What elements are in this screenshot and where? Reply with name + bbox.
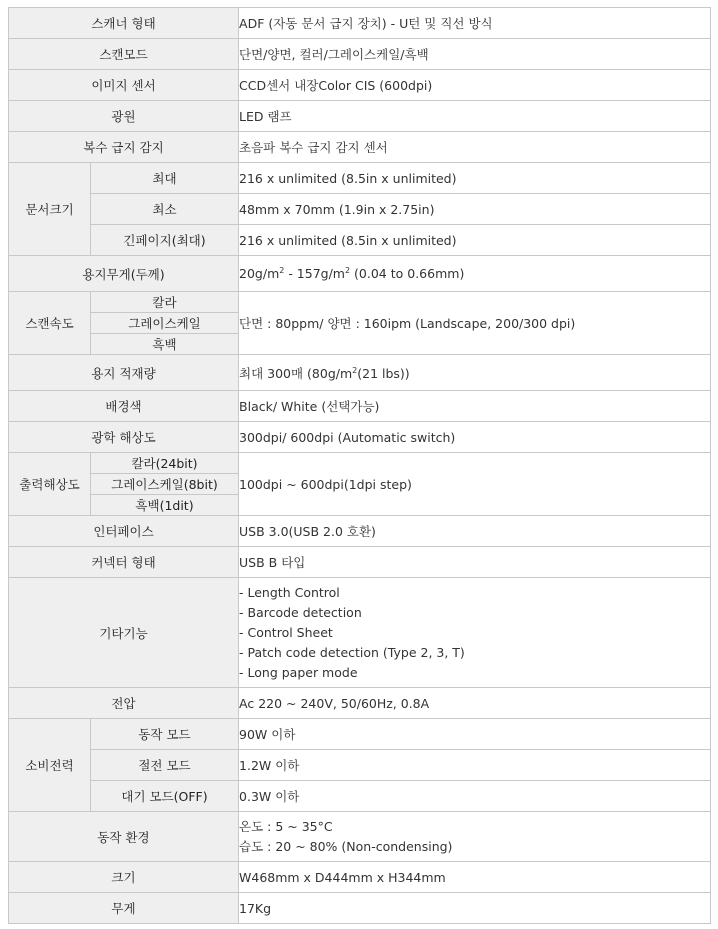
spec-label: 커넥터 형태 <box>9 547 239 578</box>
spec-value <box>239 256 711 292</box>
spec-value: 216 x unlimited (8.5in x unlimited) <box>239 225 711 256</box>
spec-label: 스캐너 형태 <box>9 8 239 39</box>
spec-sublabel: 그레이스케일(8bit) <box>91 474 239 495</box>
spec-value: 90W 이하 <box>239 719 711 750</box>
spec-value: 초음파 복수 급지 감지 센서 <box>239 132 711 163</box>
spec-label: 용지 적재량 <box>9 355 239 391</box>
spec-value: 1.2W 이하 <box>239 750 711 781</box>
spec-label: 용지무게(두께) <box>9 256 239 292</box>
table-row <box>9 893 711 924</box>
feature-item: - Patch code detection (Type 2, 3, T) <box>239 644 465 660</box>
spec-value: LED 램프 <box>239 101 711 132</box>
table-row <box>9 132 711 163</box>
table-row <box>9 225 711 256</box>
feature-item: - Control Sheet <box>239 624 333 640</box>
spec-value: 0.3W 이하 <box>239 781 711 812</box>
spec-value: ADF (자동 문서 급지 장치) - U턴 및 직선 방식 <box>239 8 711 39</box>
spec-sublabel: 절전 모드 <box>91 750 239 781</box>
spec-sublabel: 칼라 <box>91 292 239 313</box>
spec-value: 단면/양면, 컬러/그레이스케일/흑백 <box>239 39 711 70</box>
table-row <box>9 391 711 422</box>
spec-label: 스캔모드 <box>9 39 239 70</box>
spec-group-label: 출력해상도 <box>9 453 91 516</box>
environment-temperature: 온도 : 5 ~ 35°C <box>239 818 333 834</box>
table-row <box>9 516 711 547</box>
spec-sublabel: 최대 <box>91 163 239 194</box>
environment-humidity: 습도 : 20 ~ 80% (Non-condensing) <box>239 838 453 854</box>
table-row <box>9 101 711 132</box>
table-row <box>9 781 711 812</box>
table-row <box>9 70 711 101</box>
spec-value: CCD센서 내장Color CIS (600dpi) <box>239 70 711 101</box>
value-part: (21 lbs)) <box>357 365 410 381</box>
table-row <box>9 862 711 893</box>
spec-label: 광학 해상도 <box>9 422 239 453</box>
spec-value: 300dpi/ 600dpi (Automatic switch) <box>239 422 711 453</box>
spec-label: 인터페이스 <box>9 516 239 547</box>
spec-value: W468mm x D444mm x H344mm <box>239 862 711 893</box>
spec-value: 216 x unlimited (8.5in x unlimited) <box>239 163 711 194</box>
table-row <box>9 422 711 453</box>
value-part: 최대 300매 (80g/m <box>239 365 353 381</box>
feature-item: - Barcode detection <box>239 604 362 620</box>
spec-value: USB B 타입 <box>239 547 711 578</box>
spec-group-label: 스캔속도 <box>9 292 91 355</box>
spec-sublabel: 동작 모드 <box>91 719 239 750</box>
table-row <box>9 812 711 862</box>
spec-label: 크기 <box>9 862 239 893</box>
spec-label: 동작 환경 <box>9 812 239 862</box>
value-part: 20g/m <box>239 266 280 281</box>
value-part: (0.04 to 0.66mm) <box>350 266 465 281</box>
spec-label: 이미지 센서 <box>9 70 239 101</box>
spec-label: 기타기능 <box>9 578 239 688</box>
spec-sublabel: 대기 모드(OFF) <box>91 781 239 812</box>
table-row <box>9 8 711 39</box>
table-row <box>9 719 711 750</box>
spec-value: USB 3.0(USB 2.0 호환) <box>239 516 711 547</box>
table-row <box>9 292 711 313</box>
table-row <box>9 39 711 70</box>
superscript: 2 <box>344 265 351 275</box>
superscript: 2 <box>279 265 285 275</box>
table-row <box>9 547 711 578</box>
table-row <box>9 355 711 391</box>
spec-label: 광원 <box>9 101 239 132</box>
spec-value: 단면 : 80ppm/ 양면 : 160ipm (Landscape, 200/300 dpi) <box>239 292 711 355</box>
table-row <box>9 256 711 292</box>
spec-sublabel: 긴페이지(최대) <box>91 225 239 256</box>
value-part: - 157g/m <box>284 266 345 281</box>
spec-group-label: 소비전력 <box>9 719 91 812</box>
spec-value-list <box>239 812 711 862</box>
spec-sublabel: 그레이스케일 <box>91 313 239 334</box>
spec-label: 배경색 <box>9 391 239 422</box>
spec-sublabel: 최소 <box>91 194 239 225</box>
spec-label: 복수 급지 감지 <box>9 132 239 163</box>
spec-sublabel: 칼라(24bit) <box>91 453 239 474</box>
spec-group-label: 문서크기 <box>9 163 91 256</box>
feature-item: - Length Control <box>239 584 340 600</box>
spec-value <box>239 355 711 391</box>
spec-label: 무게 <box>9 893 239 924</box>
table-row <box>9 163 711 194</box>
spec-value: 100dpi ~ 600dpi(1dpi step) <box>239 453 711 516</box>
table-row <box>9 578 711 688</box>
table-row <box>9 194 711 225</box>
table-row <box>9 750 711 781</box>
feature-item: - Long paper mode <box>239 664 358 680</box>
spec-value: 48mm x 70mm (1.9in x 2.75in) <box>239 194 711 225</box>
table-row <box>9 453 711 474</box>
spec-sublabel: 흑백 <box>91 334 239 355</box>
spec-value: 17Kg <box>239 893 711 924</box>
spec-sublabel: 흑백(1dit) <box>91 495 239 516</box>
spec-value-list <box>239 578 711 688</box>
spec-label: 전압 <box>9 688 239 719</box>
spec-table <box>8 7 711 924</box>
spec-value: Black/ White (선택가능) <box>239 391 711 422</box>
superscript: 2 <box>352 365 358 375</box>
table-row <box>9 688 711 719</box>
spec-value: Ac 220 ~ 240V, 50/60Hz, 0.8A <box>239 688 711 719</box>
